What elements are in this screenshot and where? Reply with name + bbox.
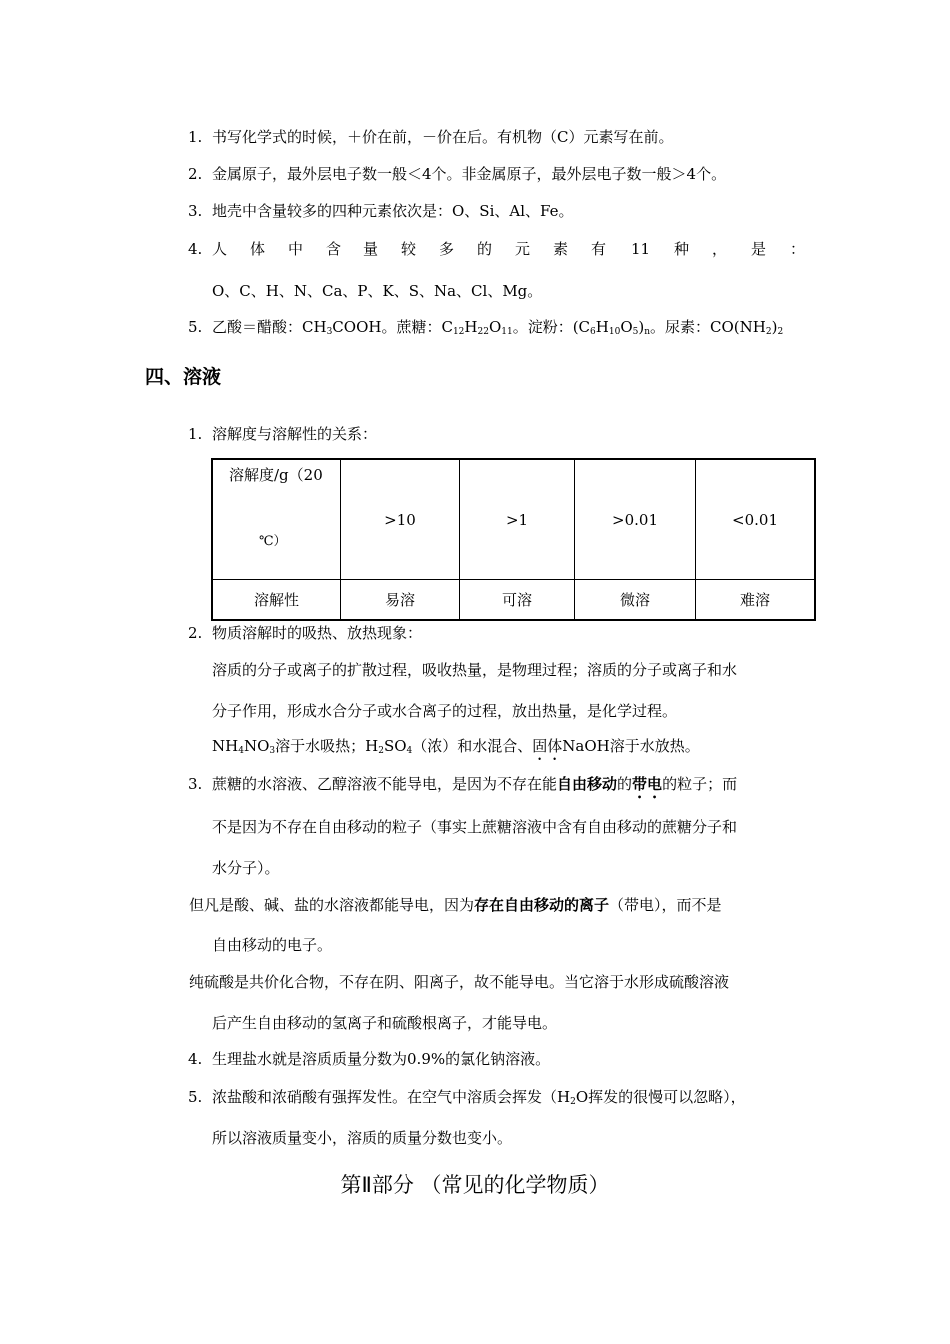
header-unit: ℃） [259, 534, 287, 549]
table-cell: 易溶 [341, 580, 460, 621]
table-header-cell [212, 459, 341, 580]
table-cell: 微溶 [575, 580, 696, 621]
item-text: 地壳中含量较多的四种元素依次是：O、Si、Al、Fe。 [212, 202, 574, 220]
item-number: 3. [188, 202, 203, 220]
word: 量 [363, 240, 379, 258]
item-number: 1. [188, 128, 203, 146]
header-text: 溶解度/g（20 [229, 466, 323, 484]
item-number: 2. [188, 624, 203, 642]
item-text: 溶解度与溶解性的关系： [212, 425, 378, 443]
word: 种 [674, 240, 690, 258]
bold-text: 自由移动 [557, 775, 618, 793]
word: 素 [553, 240, 569, 258]
item-number: 4. [188, 240, 203, 258]
table-row [212, 580, 815, 621]
item-text: 书写化学式的时候，＋价在前，－价在后。有机物（C）元素写在前。 [212, 128, 674, 146]
word: 较 [401, 240, 417, 258]
paragraph-line: 后产生自由移动的氢离子和硫酸根离子，才能导电。 [212, 1014, 558, 1032]
paragraph-line: 纯硫酸是共价化合物，不存在阴、阳离子，故不能导电。当它溶于水形成硫酸溶液 [189, 973, 730, 991]
paragraph-line: 但凡是酸、碱、盐的水溶液都能导电，因为存在自由移动的离子（带电），而不是 [189, 896, 722, 914]
table-cell: >1 [460, 459, 575, 580]
list-item [188, 200, 573, 222]
word: ： [790, 240, 806, 258]
table-cell: 难溶 [696, 580, 816, 621]
item-number: 3. [188, 775, 203, 793]
list-item: 3. 蔗糖的水溶液、乙醇溶液不能导电，是因为不存在能自由移动的带电的粒子；而 [188, 775, 738, 793]
word: 含 [326, 240, 342, 258]
solubility-table [211, 458, 816, 621]
bold-text: 存在自由移动的离子 [474, 896, 610, 914]
list-item: 5. 浓盐酸和浓硝酸有强挥发性。在空气中溶质会挥发（$H_2O$挥发的很慢可以忽略）， [188, 1088, 746, 1107]
paragraph-line: $NH_4NO_3$溶于水吸热；$H_2SO_4$（浓）和水混合、固体NaOH溶于水放热。 [212, 737, 700, 756]
item-number: 2. [188, 165, 203, 183]
word: 有 [591, 240, 607, 258]
emphasis-text: 固体 [532, 737, 563, 755]
paragraph-line: 所以溶液质量变小，溶质的质量分数也变小。 [212, 1129, 513, 1147]
paragraph-line: 溶质的分子或离子的扩散过程，吸收热量，是物理过程；溶质的分子或离子和水 [212, 661, 738, 679]
list-item [188, 126, 673, 148]
item-number: 1. [188, 425, 203, 443]
item-text: 生理盐水就是溶质质量分数为0.9%的氯化钠溶液。 [212, 1050, 551, 1068]
list-item [188, 423, 377, 445]
paragraph-line: 自由移动的电子。 [212, 936, 333, 954]
table-cell: 可溶 [460, 580, 575, 621]
list-item [188, 163, 726, 185]
paragraph-line: 水分子）。 [212, 859, 280, 877]
table-cell: <0.01 [696, 459, 816, 580]
part-heading: 第Ⅱ部分 （常见的化学物质） [340, 1173, 610, 1197]
word: 人 [212, 240, 228, 258]
item-number: 5. [188, 1088, 203, 1106]
table-cell: >0.01 [575, 459, 696, 580]
word: 元 [515, 240, 531, 258]
item-text: 金属原子，最外层电子数一般＜4个。非金属原子，最外层电子数一般＞4个。 [212, 165, 727, 183]
item-number: 5. [188, 318, 203, 336]
section-heading: 四、溶液 [145, 366, 222, 388]
word: ， [712, 240, 728, 258]
list-item-justified [188, 238, 808, 260]
item-number: 4. [188, 1050, 203, 1068]
table-cell: >10 [341, 459, 460, 580]
list-item [188, 1048, 550, 1070]
table-row [212, 459, 815, 580]
word: 是 [751, 240, 767, 258]
list-item [188, 316, 783, 338]
word: 多 [439, 240, 455, 258]
item-text: 物质溶解时的吸热、放热现象： [212, 624, 423, 642]
formula-text: 乙酸＝醋酸：$CH_3COOH$。蔗糖：$C_{12}H_{22}O_{11}$。淀粉：$(C_6H_{10}O_5)_n$。尿素：$CO(NH_2)_2$ [212, 318, 784, 337]
word: 体 [250, 240, 266, 258]
paragraph-line: 不是因为不存在自由移动的粒子（事实上蔗糖溶液中含有自由移动的蔗糖分子和 [212, 818, 738, 836]
table-cell: 溶解性 [212, 580, 341, 621]
paragraph-line: 分子作用，形成水合分子或水合离子的过程，放出热量，是化学过程。 [212, 702, 678, 720]
word: 的 [477, 240, 493, 258]
list-item [188, 622, 422, 644]
list-item-continuation: O、C、H、N、Ca、P、K、S、Na、Cl、Mg。 [212, 282, 543, 300]
word: 中 [288, 240, 304, 258]
word: 11 [631, 240, 651, 258]
bold-emphasis-text: 带电 [632, 775, 663, 793]
